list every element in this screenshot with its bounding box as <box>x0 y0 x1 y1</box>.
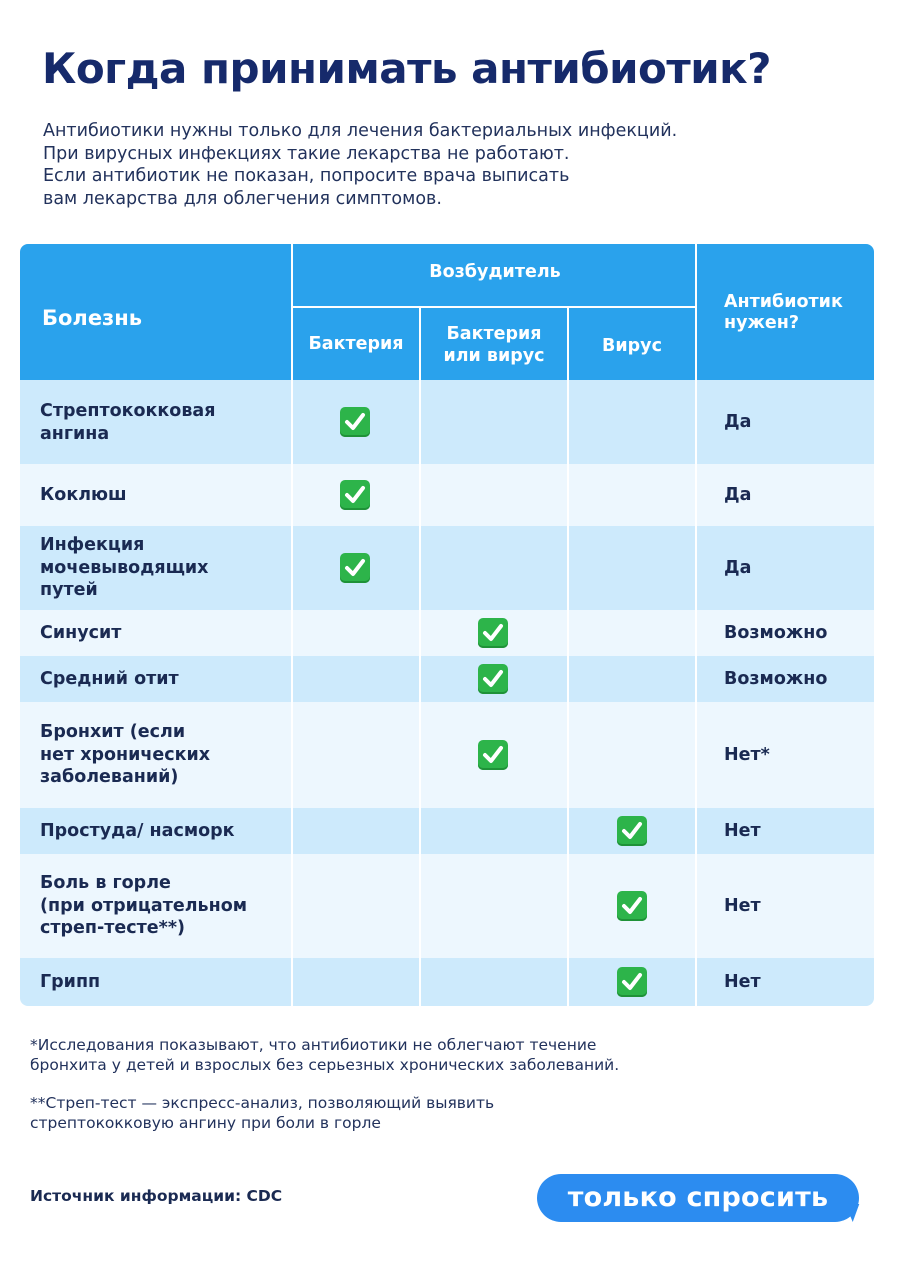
header-divider <box>695 244 697 380</box>
check-mark-icon <box>617 967 647 997</box>
header-divider <box>293 306 695 308</box>
footnote-line: бронхита у детей и взрослых без серьезных хронических заболеваний. <box>30 1056 620 1074</box>
check-mark-icon <box>478 740 508 770</box>
header-antibiotic-needed <box>724 292 843 334</box>
table-row <box>20 702 874 808</box>
disease-name-line: Инфекция <box>40 535 145 555</box>
page-title: Когда принимать антибиотик? <box>42 44 772 93</box>
column-divider <box>567 380 569 1006</box>
check-mark-icon <box>340 553 370 583</box>
check-mark-icon <box>617 816 647 846</box>
check-mark-icon <box>478 664 508 694</box>
antibiotic-table <box>20 244 874 1006</box>
disease-name-line: Простуда/ насморк <box>40 821 235 841</box>
antibiotic-answer: Да <box>724 412 752 432</box>
header-divider <box>567 308 569 380</box>
header-line: нужен? <box>724 313 800 333</box>
disease-name-line: стреп-тесте**) <box>40 918 185 938</box>
disease-name-line: Бронхит (если <box>40 722 186 742</box>
disease-name-line: (при отрицательном <box>40 895 248 916</box>
check-mark-icon <box>617 891 647 921</box>
check-mark-icon <box>478 618 508 648</box>
header-divider <box>291 244 293 380</box>
header-bacteria: Бактерия <box>308 334 404 354</box>
header-divider <box>419 308 421 380</box>
antibiotic-answer: Нет <box>724 821 761 841</box>
disease-name-line: Грипп <box>40 972 101 992</box>
table-row <box>20 526 874 610</box>
table-row <box>20 656 874 702</box>
table-row <box>20 380 874 464</box>
disease-name-line: Боль в горле <box>40 873 171 893</box>
disease-name-line: путей <box>40 580 98 600</box>
disease-name-line: заболеваний) <box>40 767 179 787</box>
table-row <box>20 808 874 854</box>
disease-name <box>40 872 247 940</box>
footnote-line: стрептококковую ангину при боли в горле <box>30 1114 381 1132</box>
disease-name-line: Коклюш <box>40 485 127 505</box>
disease-name <box>40 400 215 445</box>
intro-line: При вирусных инфекциях такие лекарства не работают. <box>43 143 570 164</box>
intro-line: Если антибиотик не показан, попросите врача выписать <box>43 166 570 186</box>
header-disease: Болезнь <box>42 306 143 330</box>
table-row <box>20 464 874 526</box>
footnote-line: **Стреп-тест — экспресс-анализ, позволяющий выявить <box>30 1094 495 1112</box>
table-row <box>20 854 874 958</box>
header-line: или вирус <box>443 346 545 366</box>
disease-name <box>40 534 208 602</box>
footnote-2 <box>30 1093 494 1133</box>
disease-name <box>40 721 210 789</box>
disease-name-line: Синусит <box>40 623 122 643</box>
antibiotic-answer: Нет <box>724 896 761 916</box>
brand-logo-text: только спросить <box>567 1182 829 1213</box>
disease-name <box>40 484 127 507</box>
table-header <box>20 244 874 380</box>
antibiotic-answer: Возможно <box>724 669 828 689</box>
antibiotic-answer: Нет <box>724 972 761 992</box>
antibiotic-answer: Да <box>724 558 752 578</box>
antibiotic-answer: Нет* <box>724 745 770 765</box>
table-row <box>20 610 874 656</box>
header-line: Бактерия <box>446 324 542 344</box>
intro-line: Антибиотики нужны только для лечения бактериальных инфекций. <box>43 121 678 141</box>
disease-name <box>40 820 235 843</box>
intro-line: вам лекарства для облегчения симптомов. <box>43 188 442 209</box>
disease-name <box>40 668 179 691</box>
header-bacteria-or-virus <box>421 323 567 367</box>
header-virus: Вирус <box>602 336 662 356</box>
source-caption: Источник информации: CDC <box>30 1187 283 1205</box>
footnote-line: *Исследования показывают, что антибиотики не облегчают течение <box>30 1036 597 1054</box>
brand-logo <box>537 1174 859 1222</box>
header-line: Антибиотик <box>724 292 843 312</box>
antibiotic-answer: Да <box>724 485 752 505</box>
disease-name <box>40 622 121 645</box>
check-mark-icon <box>340 407 370 437</box>
column-divider <box>419 380 421 1006</box>
table-row <box>20 958 874 1006</box>
column-divider <box>291 380 293 1006</box>
disease-name-line: мочевыводящих <box>40 557 209 578</box>
header-pathogen: Возбудитель <box>429 262 561 282</box>
intro-text <box>43 120 803 210</box>
disease-name-line: Стрептококковая <box>40 401 216 421</box>
disease-name-line: ангина <box>40 423 110 444</box>
antibiotic-answer: Возможно <box>724 623 828 643</box>
check-mark-icon <box>340 480 370 510</box>
disease-name-line: Средний отит <box>40 669 179 689</box>
footnote-1 <box>30 1035 619 1075</box>
disease-name <box>40 971 100 994</box>
disease-name-line: нет хронических <box>40 744 211 765</box>
column-divider <box>695 380 697 1006</box>
